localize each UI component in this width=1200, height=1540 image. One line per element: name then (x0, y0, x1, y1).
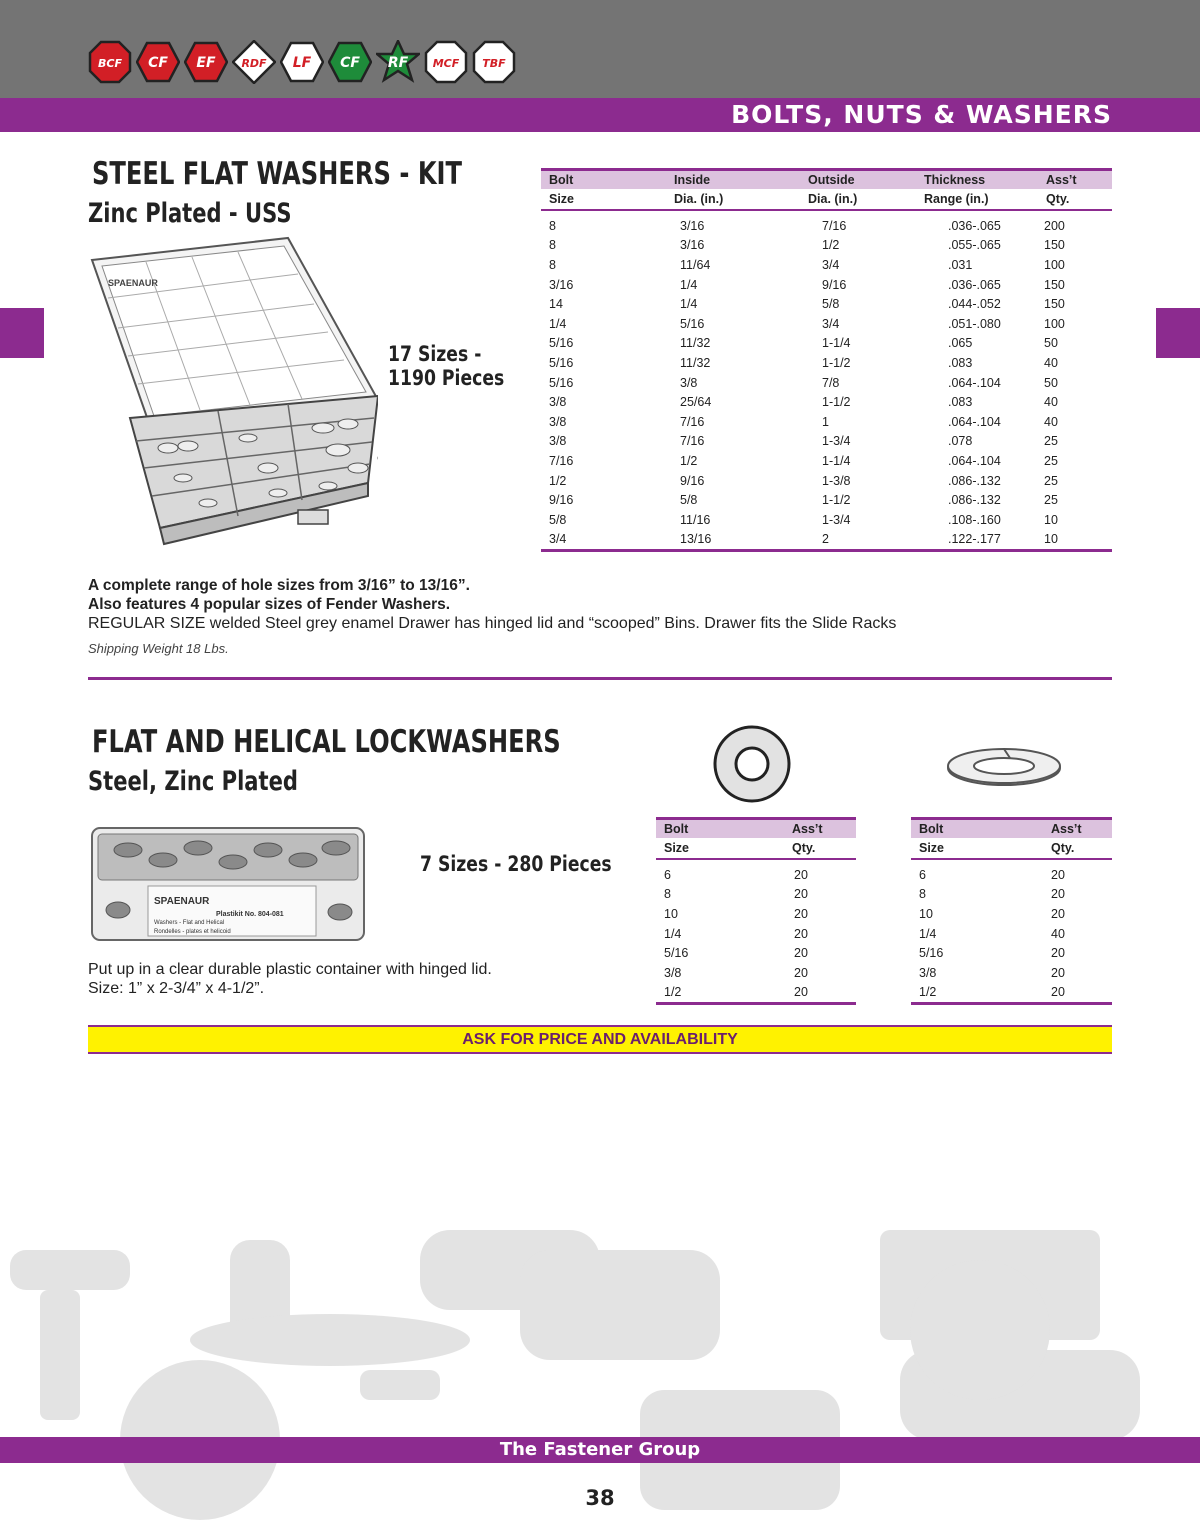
table-cell: 8 (549, 218, 556, 233)
table-cell: 3/8 (680, 375, 698, 390)
table-cell: 40 (1044, 395, 1058, 410)
table-cell: 5/16 (919, 946, 944, 961)
table-cell: 10 (919, 906, 933, 921)
table-cell: 150 (1044, 297, 1065, 312)
table-cell: .036-.065 (948, 277, 1001, 292)
table-cell: 11/64 (680, 257, 711, 272)
table-cell: 14 (549, 297, 563, 312)
brand-logos (88, 40, 516, 84)
brand-logo-text: CF (340, 55, 360, 71)
brand-logo-text: LF (292, 55, 312, 71)
table-row (656, 859, 856, 885)
brand-logo-3 (184, 40, 228, 84)
kit-header-bottom: Dia. (in.) (798, 189, 914, 210)
table-cell: 3/16 (680, 238, 705, 253)
table-cell: 3/8 (549, 414, 567, 429)
table-row (911, 963, 1112, 983)
kit-title: STEEL FLAT WASHERS - KIT (92, 156, 463, 192)
table-cell: .051-.080 (948, 316, 1001, 331)
table-row (656, 983, 856, 1004)
table-cell: .078 (948, 434, 973, 449)
table-cell: 3/8 (919, 965, 937, 980)
kit-subtitle: Zinc Plated - USS (88, 198, 292, 229)
kit-header-bottom: Qty. (1030, 189, 1112, 210)
table-cell: 20 (1051, 887, 1065, 902)
table-cell: 150 (1044, 238, 1065, 253)
table-row (656, 924, 856, 944)
kit-shipping-weight: Shipping Weight 18 Lbs. (88, 641, 229, 656)
table-cell: 9/16 (680, 473, 705, 488)
table-cell: 1/4 (664, 926, 682, 941)
lockwasher-desc-line1: Put up in a clear durable plastic container with hinged lid. (88, 961, 492, 978)
kit-image-brand: SPAENAUR (108, 278, 158, 288)
table-row (541, 294, 1112, 314)
table-cell: 20 (794, 867, 808, 882)
table-row (911, 983, 1112, 1004)
table-cell: 8 (919, 887, 926, 902)
table-row (911, 943, 1112, 963)
brand-logo-text: CF (148, 55, 168, 71)
table-row (656, 904, 856, 924)
footer-company: The Fastener Group (499, 1439, 701, 1460)
table-cell: .044-.052 (948, 297, 1001, 312)
table-row (541, 432, 1112, 452)
kit-header-bottom: Dia. (in.) (662, 189, 798, 210)
kit-size-table (541, 168, 1112, 552)
table-cell: .086-.132 (948, 473, 1001, 488)
table-cell: .086-.132 (948, 493, 1001, 508)
lockwasher-desc-line2: Size: 1” x 2-3/4” x 4-1/2”. (88, 980, 265, 997)
helical-washer-table (911, 817, 1112, 1005)
table-cell: 7/16 (680, 434, 705, 449)
table-row (541, 451, 1112, 471)
kit-size-table-wrap (541, 168, 1112, 552)
table-cell: 6 (919, 867, 926, 882)
table-cell: .122-.177 (948, 532, 1001, 547)
table-row (656, 943, 856, 963)
table-cell: 40 (1044, 355, 1058, 370)
table-cell: 20 (1051, 965, 1065, 980)
left-side-tab (0, 308, 44, 358)
table-cell: .083 (948, 395, 973, 410)
table-cell: 1-3/4 (822, 512, 851, 527)
table-cell: 1-1/4 (822, 336, 851, 351)
brand-logo-text: BCF (98, 57, 122, 70)
table-row (541, 210, 1112, 236)
table-cell: 11/16 (680, 512, 711, 527)
kit-header-bottom: Range (in.) (914, 189, 1030, 210)
table-cell: 7/16 (822, 218, 847, 233)
table-cell: 25 (1044, 434, 1058, 449)
table-row (656, 963, 856, 983)
price-availability-banner: ASK FOR PRICE AND AVAILABILITY (88, 1025, 1112, 1054)
table-cell: 1/4 (680, 297, 698, 312)
kit-desc-bold-1: A complete range of hole sizes from 3/16” to 13/16”. (88, 577, 470, 594)
table-cell: 20 (794, 965, 808, 980)
table-cell: 40 (1051, 926, 1065, 941)
table-cell: 40 (1044, 414, 1058, 429)
table-cell: 25 (1044, 493, 1058, 508)
table-cell: 100 (1044, 257, 1065, 272)
brand-logo-1 (88, 40, 132, 84)
table-cell: 1/2 (822, 238, 840, 253)
table-cell: 100 (1044, 316, 1065, 331)
table-cell: 50 (1044, 375, 1058, 390)
table-cell: 8 (549, 238, 556, 253)
plastic-kit-line1: Washers - Flat and Helical (154, 920, 225, 926)
table-cell: 5/8 (680, 493, 698, 508)
table-cell: 3/4 (822, 316, 840, 331)
section-divider (88, 677, 1112, 680)
table-cell: 25 (1044, 453, 1058, 468)
lockwasher-desc (88, 960, 492, 998)
flat-header-bottom: Qty. (784, 838, 856, 859)
table-row (541, 392, 1112, 412)
table-cell: .064-.104 (948, 375, 1001, 390)
table-cell: 9/16 (549, 493, 574, 508)
table-cell: 1-1/2 (822, 395, 851, 410)
table-cell: 3/4 (549, 532, 567, 547)
table-cell: 1-3/8 (822, 473, 851, 488)
brand-logo-text: RDF (241, 57, 267, 70)
power-tools-watermark (0, 1190, 1200, 1535)
table-cell: 1/4 (680, 277, 698, 292)
table-cell: 5/16 (549, 355, 574, 370)
flat-header-bottom: Size (656, 838, 784, 859)
brand-logo-text: EF (196, 55, 216, 71)
table-cell: 1-1/4 (822, 453, 851, 468)
table-cell: 7/16 (680, 414, 705, 429)
table-cell: 20 (1051, 985, 1065, 1000)
kit-pieces-line2: 1190 Pieces (388, 366, 505, 390)
table-row (541, 236, 1112, 256)
table-cell: 3/8 (549, 434, 567, 449)
table-row (541, 353, 1112, 373)
brand-logo-text: TBF (482, 57, 506, 70)
table-cell: 3/8 (549, 395, 567, 410)
flat-washer-image (712, 724, 792, 804)
table-row (541, 255, 1112, 275)
helical-header-top: Ass’t (1041, 819, 1112, 839)
table-row (541, 314, 1112, 334)
table-row (911, 859, 1112, 885)
table-cell: 1-3/4 (822, 434, 851, 449)
table-cell: 20 (1051, 867, 1065, 882)
table-cell: 25 (1044, 473, 1058, 488)
table-cell: 7/16 (549, 453, 574, 468)
table-cell: 5/16 (549, 336, 574, 351)
kit-header-bottom: Size (541, 189, 662, 210)
table-cell: 20 (794, 926, 808, 941)
table-cell: .083 (948, 355, 973, 370)
plastic-kit-line2: Rondelles - plates et helicoid (154, 929, 231, 935)
table-cell: 1/2 (919, 985, 937, 1000)
section-title: BOLTS, NUTS & WASHERS (731, 100, 1112, 129)
table-cell: 8 (664, 887, 671, 902)
table-cell: 8 (549, 257, 556, 272)
table-cell: 1/4 (549, 316, 567, 331)
table-row (541, 275, 1112, 295)
table-row (911, 924, 1112, 944)
kit-header-top: Bolt (541, 170, 662, 190)
table-row (541, 510, 1112, 530)
kit-header-top: Ass’t (1030, 170, 1112, 190)
plastic-kit-brand: SPAENAUR (154, 896, 210, 907)
kit-header-top: Inside (662, 170, 798, 190)
plastic-kit-image (88, 820, 378, 948)
table-row (911, 904, 1112, 924)
table-cell: 10 (1044, 512, 1058, 527)
brand-logo-8 (424, 40, 468, 84)
table-cell: 200 (1044, 218, 1065, 233)
table-cell: 20 (794, 906, 808, 921)
flat-washer-table (656, 817, 856, 1005)
table-cell: 9/16 (822, 277, 847, 292)
helical-header-top: Bolt (911, 819, 1041, 839)
brand-logo-text: RF (387, 55, 409, 71)
flat-header-top: Bolt (656, 819, 784, 839)
table-cell: 1/2 (680, 453, 698, 468)
table-cell: 3/16 (680, 218, 705, 233)
plastic-kit-number: Plastikit No. 804-081 (216, 911, 284, 918)
table-row (656, 885, 856, 905)
table-cell: 6 (664, 867, 671, 882)
right-side-tab (1156, 308, 1200, 358)
flat-header-top: Ass’t (784, 819, 856, 839)
table-cell: .055-.065 (948, 238, 1001, 253)
table-cell: 1-1/2 (822, 355, 851, 370)
table-cell: .064-.104 (948, 453, 1001, 468)
table-cell: 20 (1051, 946, 1065, 961)
table-cell: 11/32 (680, 355, 711, 370)
table-cell: .065 (948, 336, 973, 351)
table-cell: 1-1/2 (822, 493, 851, 508)
washer-kit-drawer-image (88, 228, 378, 563)
table-cell: 50 (1044, 336, 1058, 351)
table-row (541, 471, 1112, 491)
page-number: 38 (585, 1486, 615, 1510)
table-cell: 20 (794, 887, 808, 902)
table-cell: 3/4 (822, 257, 840, 272)
table-cell: 3/8 (664, 965, 682, 980)
brand-logo-5 (280, 40, 324, 84)
table-cell: 7/8 (822, 375, 840, 390)
table-cell: .064-.104 (948, 414, 1001, 429)
table-cell: 2 (822, 532, 829, 547)
helical-header-bottom: Size (911, 838, 1041, 859)
kit-pieces-line1: 17 Sizes - (388, 342, 482, 366)
table-cell: 5/8 (549, 512, 567, 527)
lockwasher-pieces: 7 Sizes - 280 Pieces (420, 852, 612, 876)
table-cell: 10 (664, 906, 678, 921)
kit-header-top: Thickness (914, 170, 1030, 190)
table-row (911, 885, 1112, 905)
kit-desc: REGULAR SIZE welded Steel grey enamel Drawer has hinged lid and “scooped” Bins. Drawer fits the Slide Racks (88, 615, 897, 632)
table-cell: 13/16 (680, 532, 712, 547)
helical-washer-table-wrap (911, 817, 1112, 1005)
helical-header-bottom: Qty. (1041, 838, 1112, 859)
table-row (541, 412, 1112, 432)
flat-washer-table-wrap (656, 817, 856, 1005)
table-cell: 1/4 (919, 926, 937, 941)
table-cell: 20 (1051, 906, 1065, 921)
table-cell: 1 (822, 414, 829, 429)
table-cell: 5/16 (664, 946, 689, 961)
table-cell: .031 (948, 257, 973, 272)
kit-header-top: Outside (798, 170, 914, 190)
brand-logo-2 (136, 40, 180, 84)
table-cell: 150 (1044, 277, 1065, 292)
table-cell: 5/16 (549, 375, 574, 390)
brand-logo-6 (328, 40, 372, 84)
brand-logo-text: MCF (432, 57, 460, 70)
table-row (541, 530, 1112, 551)
kit-desc-bold-2: Also features 4 popular sizes of Fender Washers. (88, 596, 451, 613)
table-cell: 20 (794, 985, 808, 1000)
table-row (541, 334, 1112, 354)
table-cell: 11/32 (680, 336, 711, 351)
brand-logo-9 (472, 40, 516, 84)
table-cell: 20 (794, 946, 808, 961)
table-cell: 3/16 (549, 277, 574, 292)
lockwasher-title: FLAT AND HELICAL LOCKWASHERS (92, 724, 561, 760)
table-cell: 10 (1044, 532, 1058, 547)
brand-logo-4 (232, 40, 276, 84)
table-cell: 1/2 (664, 985, 682, 1000)
lockwasher-subtitle: Steel, Zinc Plated (88, 766, 298, 797)
table-row (541, 490, 1112, 510)
table-cell: .108-.160 (948, 512, 1001, 527)
brand-logo-7 (376, 40, 420, 84)
table-cell: 1/2 (549, 473, 567, 488)
table-cell: 5/16 (680, 316, 705, 331)
table-cell: .036-.065 (948, 218, 1001, 233)
table-row (541, 373, 1112, 393)
table-cell: 25/64 (680, 395, 712, 410)
table-cell: 5/8 (822, 297, 840, 312)
helical-lockwasher-image (944, 742, 1064, 788)
